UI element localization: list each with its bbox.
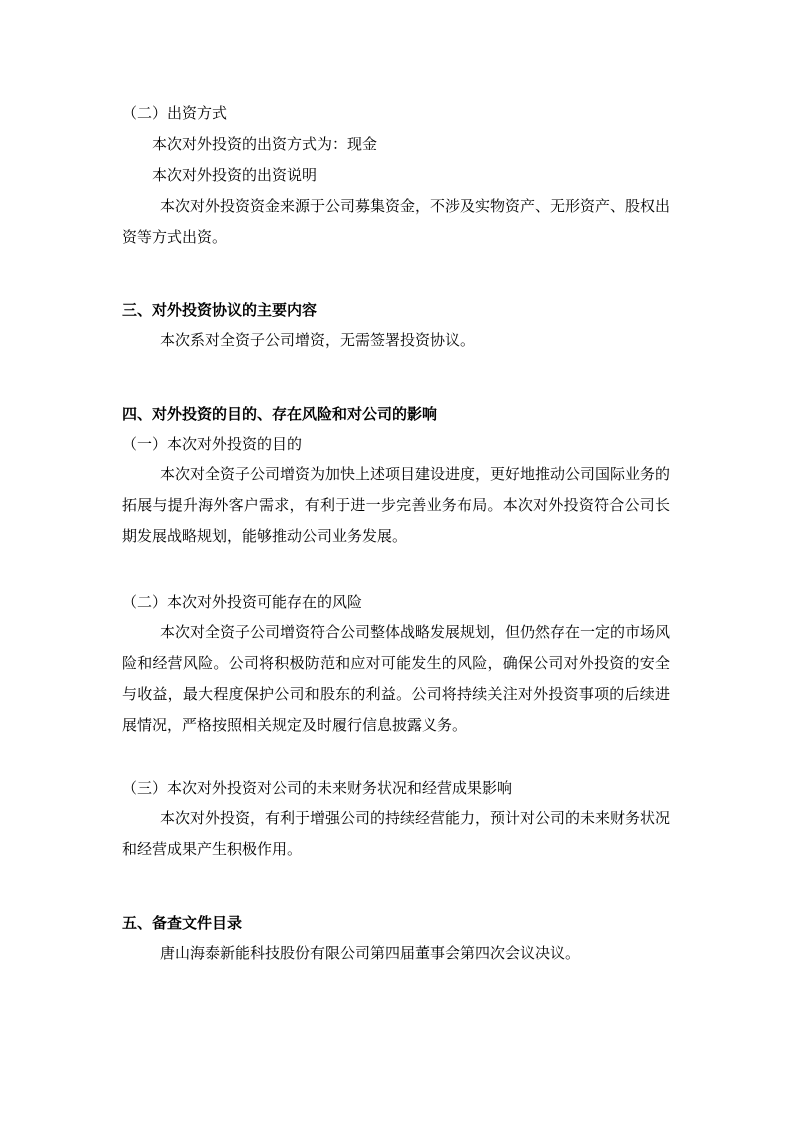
capital-explanation-label: 本次对外投资的出资说明 [152, 166, 318, 184]
capital-method-line: 本次对外投资的出资方式为：现金 [152, 135, 378, 153]
section-heading-reference-documents: 五、备查文件目录 [122, 914, 243, 932]
purpose-paragraph: 本次对全资子公司增资为加快上述项目建设进度，更好地推动公司国际业务的拓展与提升海外客户需求，有利于进一步完善业务布局。本次对外投资符合公司长期发展战略规划，能够推动公司业务发展。 [122, 465, 671, 545]
section-heading-purpose-risk-impact: 四、对外投资的目的、存在风险和对公司的影响 [122, 405, 438, 423]
reference-documents-paragraph: 唐山海泰新能科技股份有限公司第四届董事会第四次会议决议。 [160, 944, 581, 962]
risk-paragraph: 本次对全资子公司增资符合公司整体战略发展规划，但仍然存在一定的市场风险和经营风险。公司将积极防范和应对可能发生的风险，确保公司对外投资的安全与收益，最大程度保护公司和股东的利益。公司将持续关注对外投资事项的后续进展情况，严格按照相关规定及时履行信息披露义务。 [122, 623, 671, 734]
subsection-heading-purpose: （一）本次对外投资的目的 [122, 435, 303, 453]
subsection-heading-impact: （三）本次对外投资对公司的未来财务状况和经营成果影响 [122, 779, 513, 797]
impact-paragraph: 本次对外投资，有利于增强公司的持续经营能力，预计对公司的未来财务状况和经营成果产生积极作用。 [122, 809, 671, 858]
agreement-paragraph: 本次系对全资子公司增资，无需签署投资协议。 [160, 331, 476, 349]
subsection-heading-capital-method: （二）出资方式 [122, 104, 228, 122]
section-heading-agreement: 三、对外投资协议的主要内容 [122, 301, 318, 319]
subsection-heading-risk: （二）本次对外投资可能存在的风险 [122, 593, 363, 611]
capital-explanation-paragraph: 本次对外投资资金来源于公司募集资金，不涉及实物资产、无形资产、股权出资等方式出资。 [122, 197, 671, 246]
